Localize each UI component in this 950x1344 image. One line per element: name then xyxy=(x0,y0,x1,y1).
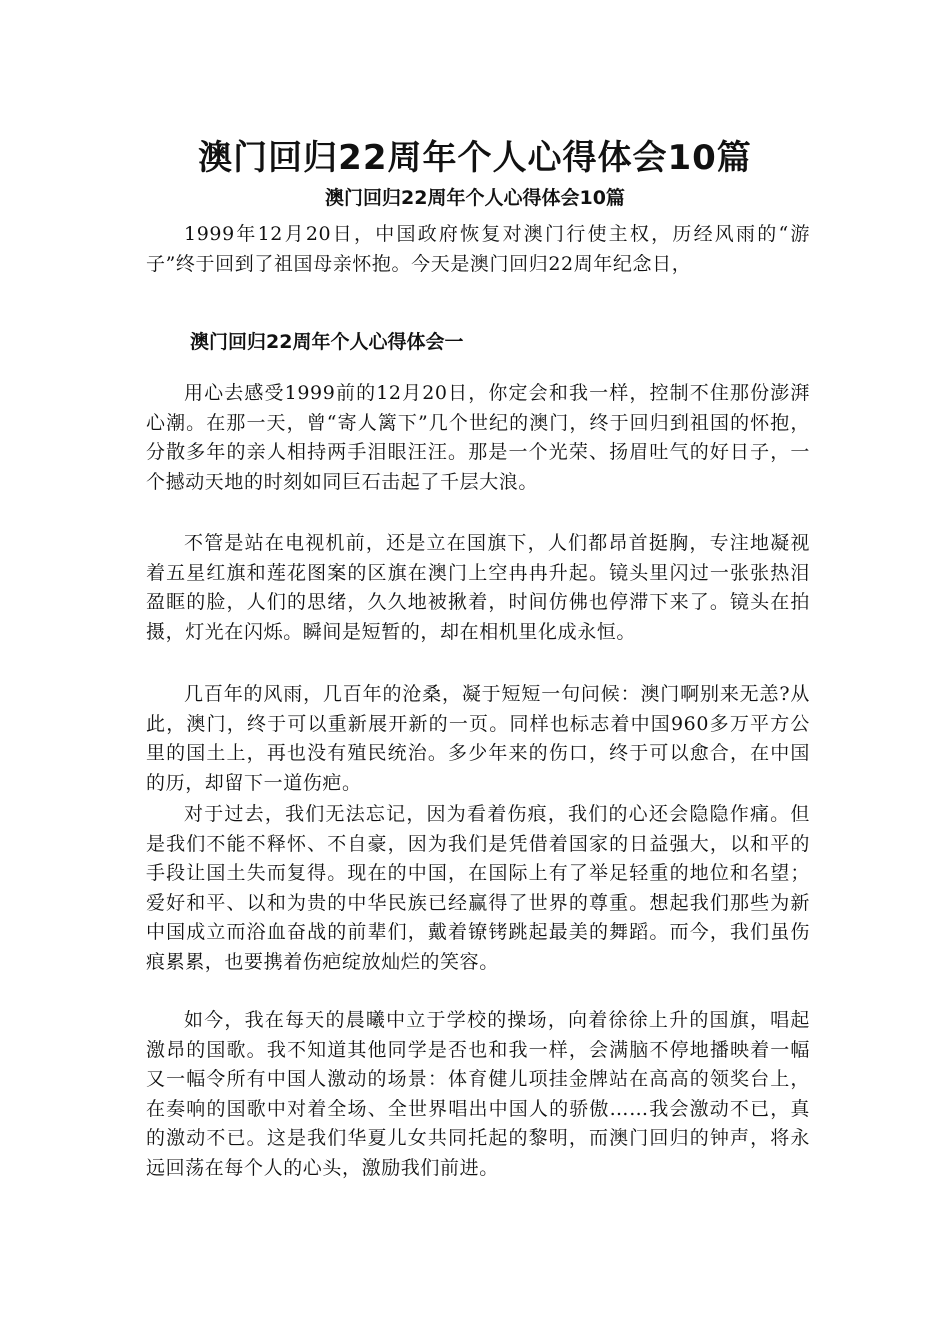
intro-paragraph: 1999年12月20日，中国政府恢复对澳门行使主权，历经风雨的“游子”终于回到了祖国母亲怀抱。今天是澳门回归22周年纪念日， xyxy=(146,223,810,275)
body-paragraph: 用心去感受1999前的12月20日，你定会和我一样，控制不住那份澎湃心潮。在那一天，曾“寄人篱下”几个世纪的澳门，终于回归到祖国的怀抱，分散多年的亲人相持两手泪眼汪汪。那是一个光荣、扬眉吐气的好日子，一个撼动天地的时刻如同巨石击起了千层大浪。 xyxy=(146,382,810,493)
body-paragraph: 几百年的风雨，几百年的沧桑，凝于短短一句问候：澳门啊别来无恙?从此，澳门，终于可以重新展开新的一页。同样也标志着中国960多万平方公里的国土上，再也没有殖民统治。多少年来的伤口，终于可以愈合，在中国的历，却留下一道伤疤。 xyxy=(146,683,810,794)
document-subtitle: 澳门回归22周年个人心得体会10篇 xyxy=(325,187,625,209)
document-title: 澳门回归22周年个人心得体会10篇 xyxy=(198,138,752,178)
section-heading: 澳门回归22周年个人心得体会一 xyxy=(190,331,464,353)
body-paragraph: 对于过去，我们无法忘记，因为看着伤痕，我们的心还会隐隐作痛。但是我们不能不释怀、不自豪，因为我们是凭借着国家的日益强大，以和平的手段让国土失而复得。现在的中国，在国际上有了举足轻重的地位和名望；爱好和平、以和为贵的中华民族已经赢得了世界的尊重。想起我们那些为新中国成立而浴血奋战的前辈们，戴着镣铐跳起最美的舞蹈。而今，我们虽伤痕累累，也要携着伤疤绽放灿烂的笑容。 xyxy=(146,803,810,973)
body-paragraph: 不管是站在电视机前，还是立在国旗下，人们都昂首挺胸，专注地凝视着五星红旗和莲花图案的区旗在澳门上空冉冉升起。镜头里闪过一张张热泪盈眶的脸，人们的思绪，久久地被揪着，时间仿佛也停滞下来了。镜头在拍摄，灯光在闪烁。瞬间是短暂的，却在相机里化成永恒。 xyxy=(146,532,810,643)
body-paragraph: 如今，我在每天的晨曦中立于学校的操场，向着徐徐上升的国旗，唱起激昂的国歌。我不知道其他同学是否也和我一样，会满脑不停地播映着一幅又一幅令所有中国人激动的场景：体育健儿项挂金牌站在高高的领奖台上，在奏响的国歌中对着全场、全世界唱出中国人的骄傲……我会激动不已，真的激动不已。这是我们华夏儿女共同托起的黎明，而澳门回归的钟声，将永远回荡在每个人的心头，激励我们前进。 xyxy=(146,1009,810,1179)
